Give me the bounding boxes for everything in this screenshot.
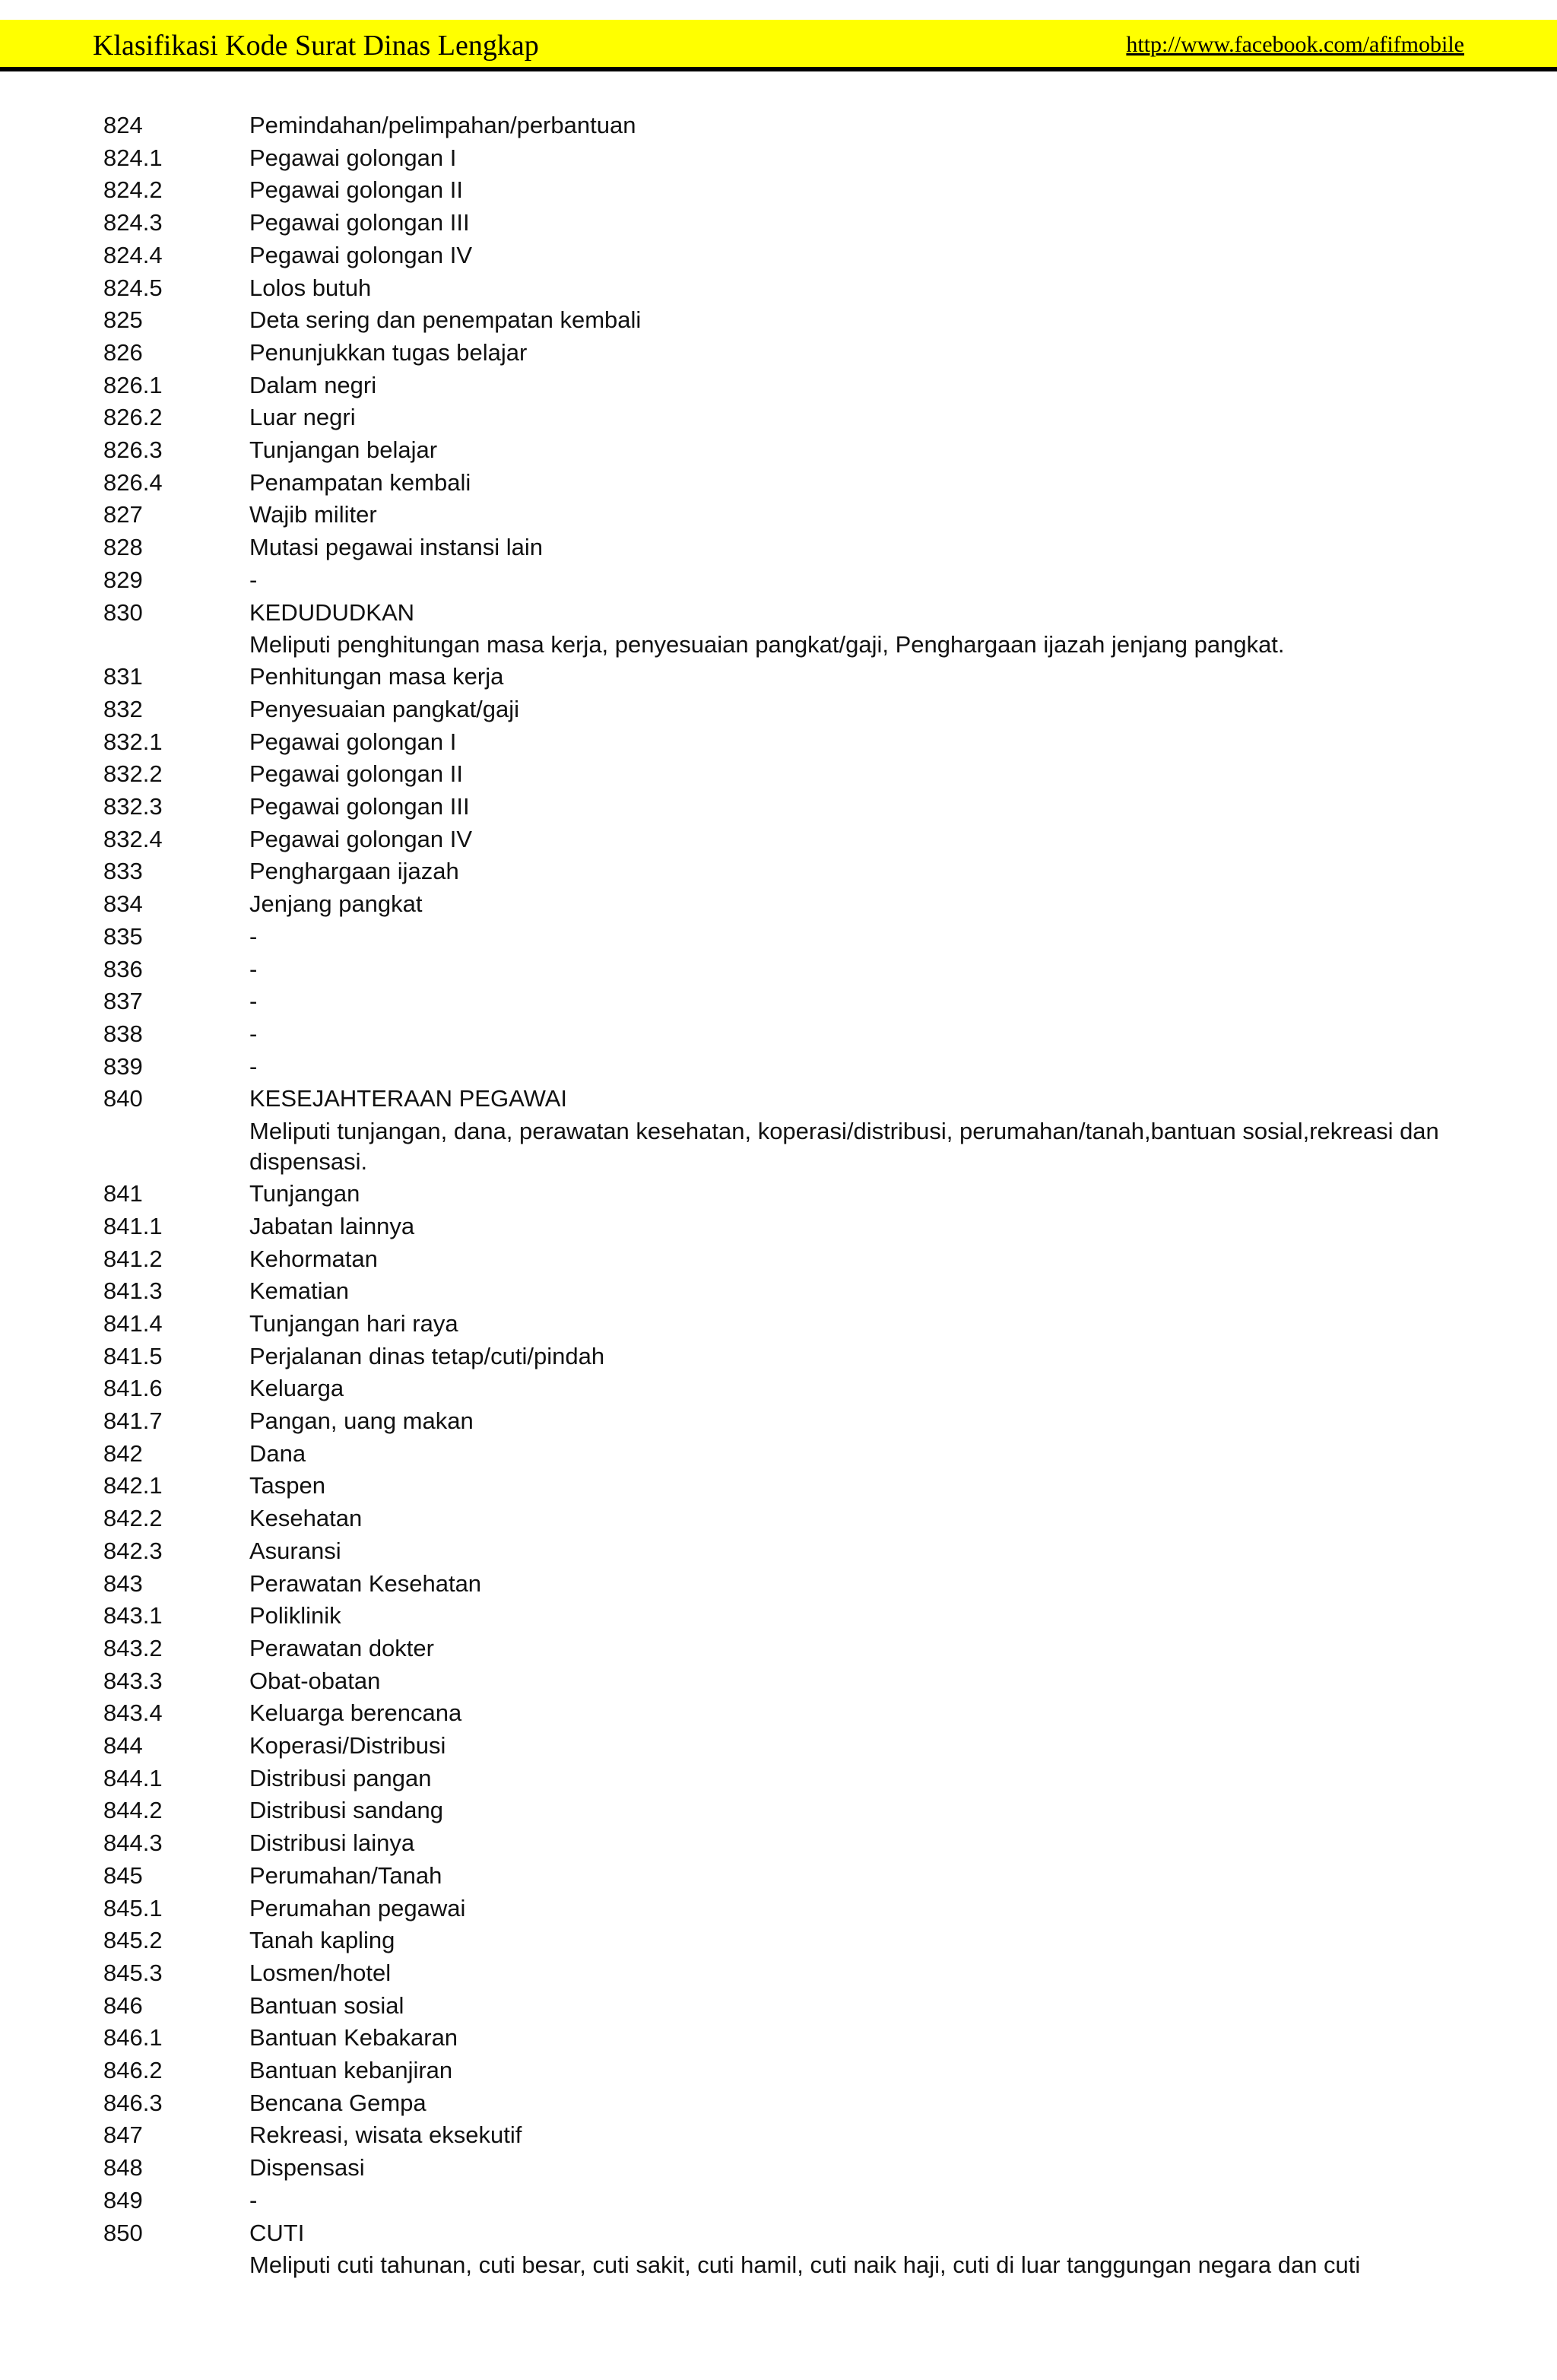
list-item <box>103 564 1479 597</box>
list-item <box>103 1372 1479 1405</box>
entry-label: Asuransi <box>249 1537 341 1564</box>
entry-label: - <box>249 2186 258 2213</box>
facebook-link[interactable]: http://www.facebook.com/afifmobile <box>1126 32 1464 57</box>
entry-label: Pegawai golongan I <box>249 144 457 171</box>
entry-code: 845.1 <box>103 1894 163 1921</box>
list-item <box>103 758 1479 791</box>
entry-description: Meliputi tunjangan, dana, perawatan kesehatan, koperasi/distribusi, perumahan/tanah,bantuan sosial,rekreasi dan dispensasi. <box>249 1118 1439 1176</box>
list-item <box>103 1600 1479 1633</box>
list-item <box>103 2022 1479 2055</box>
list-item <box>103 921 1479 954</box>
entry-label: Pemindahan/pelimpahan/perbantuan <box>249 112 636 138</box>
entry-code: 846.3 <box>103 2089 163 2116</box>
entry-code: 841 <box>103 1180 143 1207</box>
entry-label: Pegawai golongan II <box>249 176 463 204</box>
entry-code: 829 <box>103 566 143 593</box>
entry-code: 844.2 <box>103 1797 163 1824</box>
entry-code: 842.2 <box>103 1505 163 1532</box>
entry-label: Distribusi pangan <box>249 1764 432 1791</box>
list-item <box>103 240 1479 272</box>
entry-label: Pangan, uang makan <box>249 1407 474 1435</box>
entry-label: Kematian <box>249 1277 349 1305</box>
document-title: Klasifikasi Kode Surat Dinas Lengkap <box>93 30 539 62</box>
list-item <box>103 597 1479 630</box>
entry-code: 842.3 <box>103 1537 163 1564</box>
entry-label: Dalam negri <box>249 371 377 398</box>
entry-code: 837 <box>103 988 143 1015</box>
entry-code: 846.2 <box>103 2057 163 2084</box>
entry-code: 843.3 <box>103 1667 163 1694</box>
entry-code: 843 <box>103 1569 143 1597</box>
list-item <box>103 1535 1479 1568</box>
entry-label: Keluarga berencana <box>249 1699 462 1727</box>
list-item <box>103 1633 1479 1665</box>
entry-label: Dispensasi <box>249 2154 365 2182</box>
list-item <box>103 1243 1479 1276</box>
list-item <box>103 1470 1479 1503</box>
entry-label: Lolos butuh <box>249 274 372 301</box>
list-item <box>103 1860 1479 1893</box>
entry-code: 828 <box>103 534 143 561</box>
list-item <box>103 1405 1479 1438</box>
entry-code: 824.2 <box>103 176 163 204</box>
entry-code: 835 <box>103 922 143 950</box>
list-item <box>103 1795 1479 1827</box>
list-item <box>103 1568 1479 1601</box>
list-item <box>103 661 1479 693</box>
entry-code: 832.4 <box>103 825 163 852</box>
list-item <box>103 2185 1479 2217</box>
entry-label: Distribusi lainya <box>249 1829 415 1857</box>
list-item <box>103 304 1479 337</box>
list-item <box>103 1763 1479 1795</box>
entry-label: - <box>249 922 258 950</box>
entry-label: Mutasi pegawai instansi lain <box>249 534 543 561</box>
entry-code: 844 <box>103 1732 143 1760</box>
entry-code: 826.3 <box>103 436 163 464</box>
entry-code: 832 <box>103 695 143 722</box>
entry-label: - <box>249 1020 258 1047</box>
entry-code: 839 <box>103 1052 143 1080</box>
entry-description: Meliputi cuti tahunan, cuti besar, cuti sakit, cuti hamil, cuti naik haji, cuti di luar tanggungan negara dan cuti <box>249 2251 1361 2279</box>
entry-description: Meliputi penghitungan masa kerja, penyesuaian pangkat/gaji, Penghargaan ijazah jenjang pangkat. <box>249 631 1285 658</box>
entry-label: Pegawai golongan III <box>249 209 470 236</box>
entry-label: Perumahan/Tanah <box>249 1861 442 1889</box>
entry-label: Penunjukkan tugas belajar <box>249 338 528 366</box>
list-item <box>103 370 1479 402</box>
entry-label: Tunjangan <box>249 1180 360 1207</box>
entry-label: Jenjang pangkat <box>249 890 423 918</box>
entry-code: 834 <box>103 890 143 918</box>
entry-label: Kesehatan <box>249 1505 363 1532</box>
entry-code: 826.2 <box>103 404 163 431</box>
entry-label: Pegawai golongan III <box>249 793 470 820</box>
entry-label: Pegawai golongan II <box>249 760 463 788</box>
list-item <box>103 954 1479 986</box>
list-item <box>103 532 1479 564</box>
list-item <box>103 1925 1479 1957</box>
list-item <box>103 2055 1479 2087</box>
list-item <box>103 1697 1479 1730</box>
entry-code: 847 <box>103 2121 143 2149</box>
entry-label: Penyesuaian pangkat/gaji <box>249 695 520 722</box>
list-item <box>103 1665 1479 1698</box>
entry-code: 841.7 <box>103 1407 163 1435</box>
entry-code: 843.1 <box>103 1602 163 1630</box>
entry-label: Koperasi/Distribusi <box>249 1732 446 1760</box>
list-item <box>103 2119 1479 2152</box>
entry-label: Bantuan Kebakaran <box>249 2024 458 2052</box>
entry-label: Deta sering dan penempatan kembali <box>249 306 642 334</box>
entry-code: 845.3 <box>103 1959 163 1986</box>
list-item <box>103 985 1479 1018</box>
entry-code: 845.2 <box>103 1927 163 1954</box>
list-item <box>103 1990 1479 2023</box>
entry-code: 846.1 <box>103 2024 163 2052</box>
entry-code: 824.5 <box>103 274 163 301</box>
entry-code: 824 <box>103 112 143 138</box>
entry-code: 849 <box>103 2186 143 2213</box>
list-item <box>103 1827 1479 1860</box>
entry-code: 844.1 <box>103 1764 163 1791</box>
list-item <box>103 109 1479 142</box>
entry-label: Perjalanan dinas tetap/cuti/pindah <box>249 1342 605 1369</box>
entry-code: 845 <box>103 1861 143 1889</box>
list-item <box>103 434 1479 467</box>
entry-label: Jabatan lainnya <box>249 1212 415 1239</box>
list-item <box>103 693 1479 726</box>
entry-label: Kehormatan <box>249 1245 378 1272</box>
list-item <box>103 1730 1479 1763</box>
entry-label: Rekreasi, wisata eksekutif <box>249 2121 522 2149</box>
entry-code: 840 <box>103 1085 143 1112</box>
list-item <box>103 1018 1479 1051</box>
entry-label: - <box>249 988 258 1015</box>
entry-label: CUTI <box>249 2219 305 2246</box>
list-item <box>103 2087 1479 2120</box>
list-item <box>103 1178 1479 1211</box>
list-item <box>103 855 1479 888</box>
entry-label: Keluarga <box>249 1375 344 1402</box>
entry-label: Pegawai golongan IV <box>249 241 473 268</box>
list-item <box>103 2152 1479 2185</box>
entry-label: KESEJAHTERAAN PEGAWAI <box>249 1085 568 1112</box>
list-item <box>103 791 1479 823</box>
list-item <box>103 888 1479 921</box>
entry-label: KEDUDUDKAN <box>249 598 415 626</box>
list-item <box>103 1503 1479 1535</box>
entry-label: Perawatan dokter <box>249 1634 434 1661</box>
list-item <box>103 272 1479 305</box>
entry-label: - <box>249 566 258 593</box>
entry-code: 842.1 <box>103 1472 163 1499</box>
entry-code: 832.2 <box>103 760 163 788</box>
entry-label: Tunjangan belajar <box>249 436 438 464</box>
list-item <box>103 1341 1479 1373</box>
entry-code: 846 <box>103 1991 143 2019</box>
list-item <box>103 207 1479 240</box>
list-item <box>103 174 1479 207</box>
entry-label: Obat-obatan <box>249 1667 381 1694</box>
list-item <box>103 823 1479 856</box>
entry-label: Penampatan kembali <box>249 468 471 496</box>
list-item <box>103 1211 1479 1243</box>
entry-code: 831 <box>103 663 143 690</box>
entry-code: 827 <box>103 501 143 528</box>
classification-list <box>103 109 1479 2281</box>
list-item <box>103 142 1479 175</box>
list-item <box>103 1957 1479 1990</box>
entry-code: 841.6 <box>103 1375 163 1402</box>
entry-label: Losmen/hotel <box>249 1959 392 1986</box>
entry-code: 848 <box>103 2154 143 2182</box>
list-item <box>103 1438 1479 1471</box>
entry-label: Distribusi sandang <box>249 1797 444 1824</box>
entry-code: 838 <box>103 1020 143 1047</box>
entry-code: 841.5 <box>103 1342 163 1369</box>
list-item <box>103 499 1479 532</box>
entry-label: Tunjangan hari raya <box>249 1309 458 1337</box>
entry-label: Tanah kapling <box>249 1927 395 1954</box>
list-item <box>103 1893 1479 1925</box>
entry-code: 824.3 <box>103 209 163 236</box>
entry-code: 841.2 <box>103 1245 163 1272</box>
list-item <box>103 1051 1479 1084</box>
entry-code: 841.4 <box>103 1309 163 1337</box>
entry-code: 844.3 <box>103 1829 163 1857</box>
entry-code: 850 <box>103 2219 143 2246</box>
entry-label: Bencana Gempa <box>249 2089 427 2116</box>
list-item <box>103 467 1479 500</box>
entry-code: 825 <box>103 306 143 334</box>
entry-label: - <box>249 1052 258 1080</box>
entry-label: Taspen <box>249 1472 325 1499</box>
entry-code: 843.2 <box>103 1634 163 1661</box>
entry-label: - <box>249 955 258 982</box>
entry-label: Perumahan pegawai <box>249 1894 466 1921</box>
entry-label: Penhitungan masa kerja <box>249 663 504 690</box>
entry-label: Bantuan kebanjiran <box>249 2057 453 2084</box>
list-item <box>103 1083 1479 1115</box>
entry-code: 830 <box>103 598 143 626</box>
entry-code: 826.4 <box>103 468 163 496</box>
entry-label: Pegawai golongan I <box>249 728 457 755</box>
entry-label: Perawatan Kesehatan <box>249 1569 482 1597</box>
entry-code: 832.1 <box>103 728 163 755</box>
entry-label: Penghargaan ijazah <box>249 858 459 885</box>
page-header <box>0 20 1557 71</box>
entry-label: Bantuan sosial <box>249 1991 404 2019</box>
list-item <box>103 2217 1479 2250</box>
list-item <box>103 337 1479 370</box>
entry-code: 836 <box>103 955 143 982</box>
entry-code: 841.3 <box>103 1277 163 1305</box>
entry-code: 826 <box>103 338 143 366</box>
entry-code: 824.4 <box>103 241 163 268</box>
list-item <box>103 1308 1479 1341</box>
entry-label: Wajib militer <box>249 501 377 528</box>
entry-code: 842 <box>103 1439 143 1467</box>
entry-code: 843.4 <box>103 1699 163 1727</box>
list-item <box>103 1275 1479 1308</box>
entry-code: 826.1 <box>103 371 163 398</box>
entry-code: 833 <box>103 858 143 885</box>
entry-code: 832.3 <box>103 793 163 820</box>
list-item <box>103 726 1479 759</box>
entry-code: 841.1 <box>103 1212 163 1239</box>
entry-label: Dana <box>249 1439 306 1467</box>
entry-code: 824.1 <box>103 144 163 171</box>
entry-label: Luar negri <box>249 404 356 431</box>
entry-label: Poliklinik <box>249 1602 341 1630</box>
entry-label: Pegawai golongan IV <box>249 825 473 852</box>
list-item <box>103 401 1479 434</box>
